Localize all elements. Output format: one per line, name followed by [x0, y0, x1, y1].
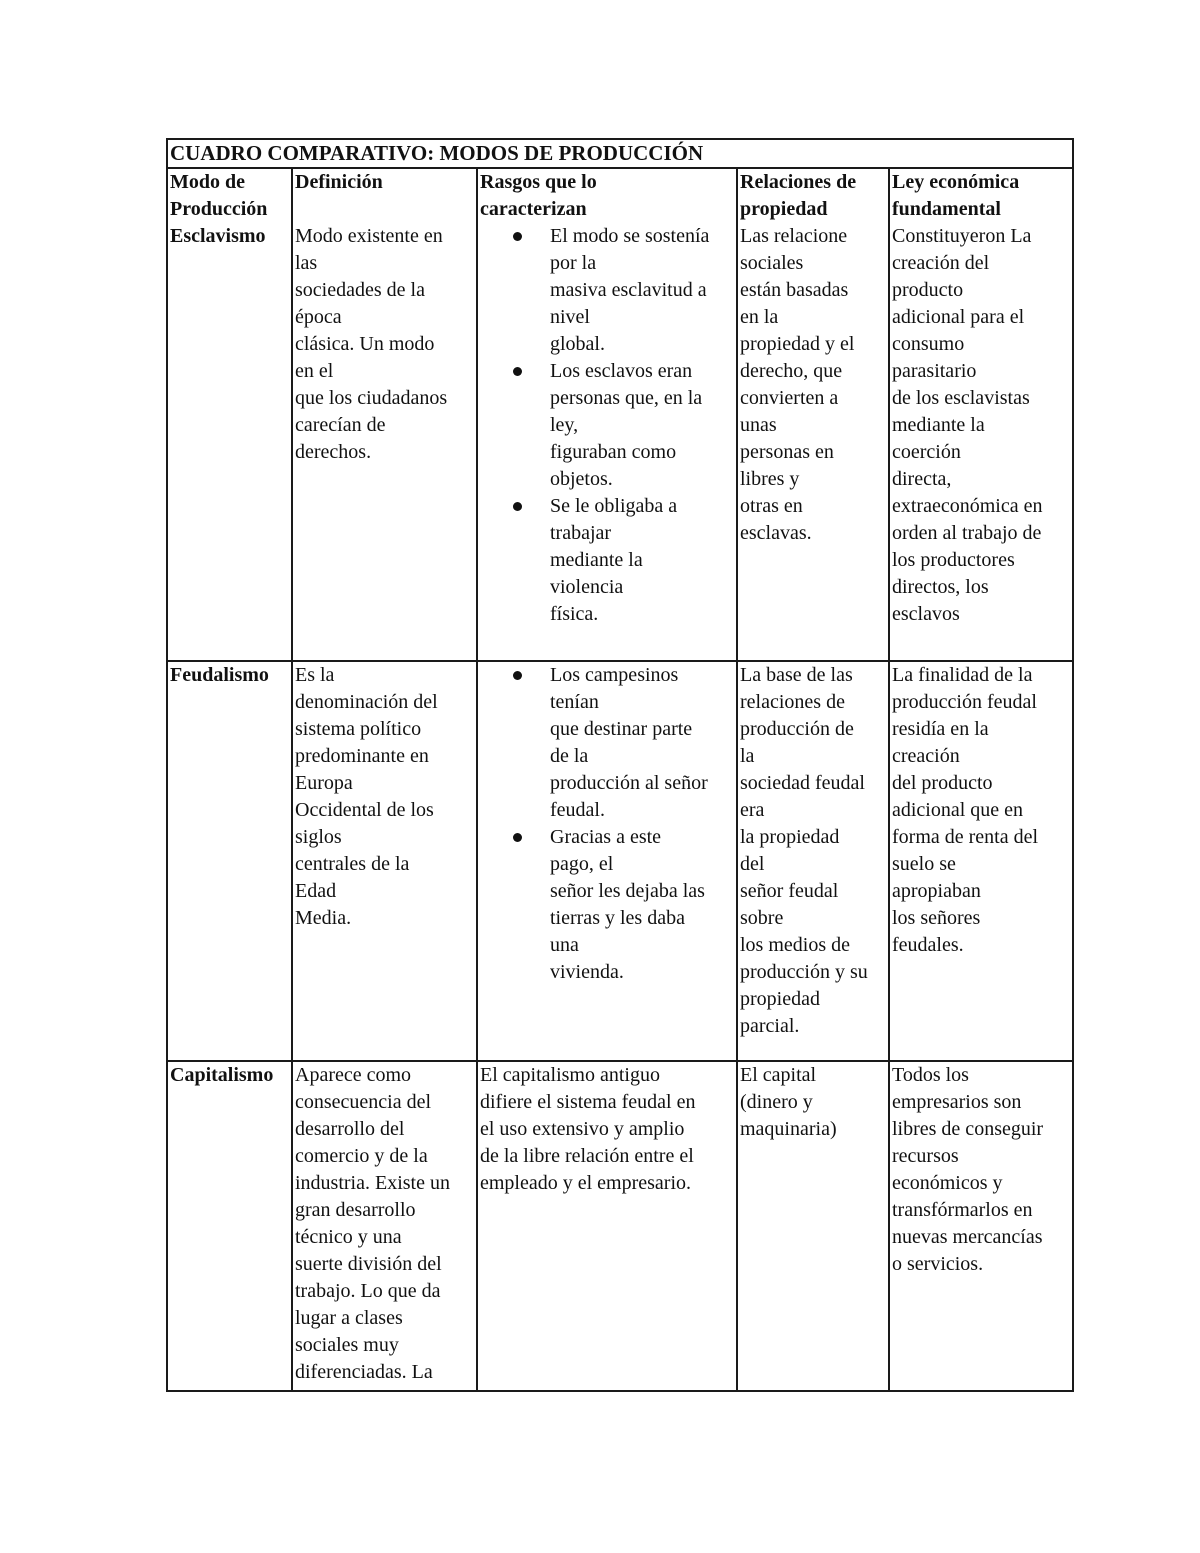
text-line: tenían	[550, 691, 599, 713]
text-line: desarrollo del	[295, 1118, 405, 1140]
table-title: CUADRO COMPARATIVO: MODOS DE PRODUCCIÓN	[167, 139, 1073, 168]
mode-cell: Capitalismo	[167, 1061, 292, 1391]
text-line: o servicios.	[892, 1253, 984, 1275]
text-line: las	[295, 252, 318, 274]
text-line: orden al trabajo de	[892, 522, 1042, 544]
text-line: violencia	[550, 576, 624, 598]
text-line: centrales de la	[295, 853, 410, 875]
header-line: fundamental	[892, 198, 1001, 220]
list-item	[480, 223, 736, 358]
bullet-icon	[513, 502, 522, 511]
text-line: nivel	[550, 306, 590, 328]
text-line: Occidental de los	[295, 799, 434, 821]
text-line: suelo se	[892, 853, 956, 875]
title-row	[167, 139, 1073, 168]
rasgos-cell	[477, 223, 737, 661]
list-item	[480, 493, 736, 628]
text-line: suerte división del	[295, 1253, 442, 1275]
ley-cell	[889, 1061, 1073, 1391]
text-line: de la libre relación entre el	[480, 1145, 694, 1167]
bullet-icon	[513, 367, 522, 376]
text-line: era	[740, 799, 765, 821]
text-line: diferenciadas. La	[295, 1361, 433, 1383]
text-line: creación	[892, 745, 960, 767]
text-line: Los esclavos eran	[550, 360, 693, 382]
text-line: Todos los	[892, 1064, 969, 1086]
text-line: mediante la	[550, 549, 643, 571]
text-line: que los ciudadanos	[295, 387, 448, 409]
text-line: creación del	[892, 252, 990, 274]
text-line: de la	[550, 745, 589, 767]
text-line: carecían de	[295, 414, 386, 436]
text-line: nuevas mercancías	[892, 1226, 1043, 1248]
text-line: producción de	[740, 718, 854, 740]
text-line: maquinaria)	[740, 1118, 837, 1140]
header-line: caracterizan	[480, 198, 587, 220]
text-line: del producto	[892, 772, 993, 794]
text-line: empresarios son	[892, 1091, 1022, 1113]
text-line: sociales muy	[295, 1334, 399, 1356]
header-definicion	[292, 168, 477, 223]
text-line: personas que, en la	[550, 387, 703, 409]
rasgos-list	[480, 662, 736, 986]
text-line: los señores	[892, 907, 981, 929]
definicion-cell	[292, 1061, 477, 1391]
list-item	[480, 662, 736, 824]
text-line: la	[740, 745, 755, 767]
text-line: difiere el sistema feudal en	[480, 1091, 696, 1113]
table-row	[167, 223, 1073, 661]
text-line: Los campesinos	[550, 664, 679, 686]
text-line: en la	[740, 306, 779, 328]
list-item	[480, 824, 736, 986]
text-line: forma de renta del	[892, 826, 1039, 848]
text-line: siglos	[295, 826, 342, 848]
text-line: recursos	[892, 1145, 959, 1167]
text-line: los productores	[892, 549, 1015, 571]
rasgos-list	[480, 223, 736, 628]
text-line: propiedad y el	[740, 333, 855, 355]
text-line: producto	[892, 279, 964, 301]
text-line: esclavos	[892, 603, 960, 625]
text-line: de los esclavistas	[892, 387, 1030, 409]
text-line: directos, los	[892, 576, 989, 598]
text-line: una	[550, 934, 579, 956]
header-line: Rasgos que lo	[480, 171, 597, 193]
text-line: La finalidad de la	[892, 664, 1033, 686]
text-line: trabajar	[550, 522, 612, 544]
table-row	[167, 1061, 1073, 1391]
text-line: residía en la	[892, 718, 989, 740]
text-line: que destinar parte	[550, 718, 693, 740]
text-line: figuraban como	[550, 441, 677, 463]
relaciones-cell	[737, 661, 889, 1061]
text-line: sociedades de la	[295, 279, 425, 301]
header-line: Ley económica	[892, 171, 1020, 193]
text-line: mediante la	[892, 414, 985, 436]
list-item	[480, 358, 736, 493]
comparison-table	[166, 138, 1074, 1392]
rasgos-cell	[477, 1061, 737, 1391]
text-line: adicional para el	[892, 306, 1025, 328]
text-line: libres y	[740, 468, 800, 490]
rasgos-cell	[477, 661, 737, 1061]
text-line: Europa	[295, 772, 353, 794]
text-line: global.	[550, 333, 605, 355]
header-line: Modo de	[170, 171, 245, 193]
text-line: Se le obligaba a	[550, 495, 678, 517]
text-line: Aparece como	[295, 1064, 412, 1086]
mode-cell: Feudalismo	[167, 661, 292, 1061]
text-line: adicional que en	[892, 799, 1024, 821]
text-line: derecho, que	[740, 360, 843, 382]
text-line: unas	[740, 414, 777, 436]
text-line: La base de las	[740, 664, 853, 686]
text-line: El capitalismo antiguo	[480, 1064, 660, 1086]
text-line: transfórmarlos en	[892, 1199, 1033, 1221]
header-line: Definición	[295, 171, 383, 193]
text-line: están basadas	[740, 279, 849, 301]
text-line: industria. Existe un	[295, 1172, 450, 1194]
text-line: los medios de	[740, 934, 850, 956]
text-line: objetos.	[550, 468, 613, 490]
text-line: feudales.	[892, 934, 964, 956]
text-line: derechos.	[295, 441, 372, 463]
text-line: denominación del	[295, 691, 438, 713]
bullet-icon	[513, 671, 522, 680]
relaciones-cell	[737, 1061, 889, 1391]
text-line: económicos y	[892, 1172, 1003, 1194]
text-line: época	[295, 306, 342, 328]
text-line: relaciones de	[740, 691, 845, 713]
text-line: producción feudal	[892, 691, 1037, 713]
text-line: producción al señor	[550, 772, 708, 794]
ley-cell	[889, 223, 1073, 661]
text-line: comercio y de la	[295, 1145, 428, 1167]
text-line: Es la	[295, 664, 335, 686]
text-line: empleado y el empresario.	[480, 1172, 692, 1194]
text-line: Media.	[295, 907, 352, 929]
text-line: ley,	[550, 414, 579, 436]
text-line: El modo se sostenía	[550, 225, 710, 247]
text-line: extraeconómica en	[892, 495, 1043, 517]
text-line: consecuencia del	[295, 1091, 432, 1113]
text-line: Constituyeron La	[892, 225, 1032, 247]
text-line: tierras y les daba	[550, 907, 685, 929]
header-ley	[889, 168, 1073, 223]
text-line: parasitario	[892, 360, 977, 382]
text-line: Gracias a este	[550, 826, 662, 848]
definicion-cell	[292, 661, 477, 1061]
text-line: coerción	[892, 441, 961, 463]
text-line: por la	[550, 252, 597, 274]
text-line: del	[740, 853, 765, 875]
bullet-icon	[513, 232, 522, 241]
bullet-icon	[513, 833, 522, 842]
text-line: Modo existente en	[295, 225, 443, 247]
text-line: señor feudal	[740, 880, 839, 902]
text-line: predominante en	[295, 745, 429, 767]
text-line: pago, el	[550, 853, 614, 875]
text-line: la propiedad	[740, 826, 840, 848]
text-line: libres de conseguir	[892, 1118, 1044, 1140]
header-row	[167, 168, 1073, 223]
text-line: sociedad feudal	[740, 772, 865, 794]
ley-cell	[889, 661, 1073, 1061]
text-line: otras en	[740, 495, 803, 517]
text-line: en el	[295, 360, 334, 382]
header-rasgos	[477, 168, 737, 223]
text-line: clásica. Un modo	[295, 333, 435, 355]
text-line: producción y su	[740, 961, 868, 983]
definicion-cell	[292, 223, 477, 661]
text-line: (dinero y	[740, 1091, 813, 1113]
header-modo	[167, 168, 292, 223]
text-line: feudal.	[550, 799, 605, 821]
text-line: masiva esclavitud a	[550, 279, 707, 301]
text-line: Las relacione	[740, 225, 848, 247]
text-line: señor les dejaba las	[550, 880, 705, 902]
text-line: sociales	[740, 252, 804, 274]
text-line: esclavas.	[740, 522, 812, 544]
table-row	[167, 661, 1073, 1061]
relaciones-cell	[737, 223, 889, 661]
header-relaciones	[737, 168, 889, 223]
text-line: trabajo. Lo que da	[295, 1280, 441, 1302]
text-line: El capital	[740, 1064, 817, 1086]
text-line: sobre	[740, 907, 784, 929]
text-line: física.	[550, 603, 599, 625]
text-line: Edad	[295, 880, 337, 902]
text-line: gran desarrollo	[295, 1199, 416, 1221]
text-line: propiedad	[740, 988, 820, 1010]
text-line: técnico y una	[295, 1226, 402, 1248]
header-line: Producción	[170, 198, 268, 220]
text-line: sistema político	[295, 718, 422, 740]
header-line: Relaciones de	[740, 171, 857, 193]
text-line: lugar a clases	[295, 1307, 403, 1329]
text-line: apropiaban	[892, 880, 981, 902]
text-line: parcial.	[740, 1015, 800, 1037]
text-line: el uso extensivo y amplio	[480, 1118, 685, 1140]
text-line: directa,	[892, 468, 952, 490]
mode-cell: Esclavismo	[167, 223, 292, 661]
text-line: consumo	[892, 333, 965, 355]
text-line: vivienda.	[550, 961, 624, 983]
text-line: personas en	[740, 441, 834, 463]
header-line: propiedad	[740, 198, 828, 220]
text-line: convierten a	[740, 387, 839, 409]
